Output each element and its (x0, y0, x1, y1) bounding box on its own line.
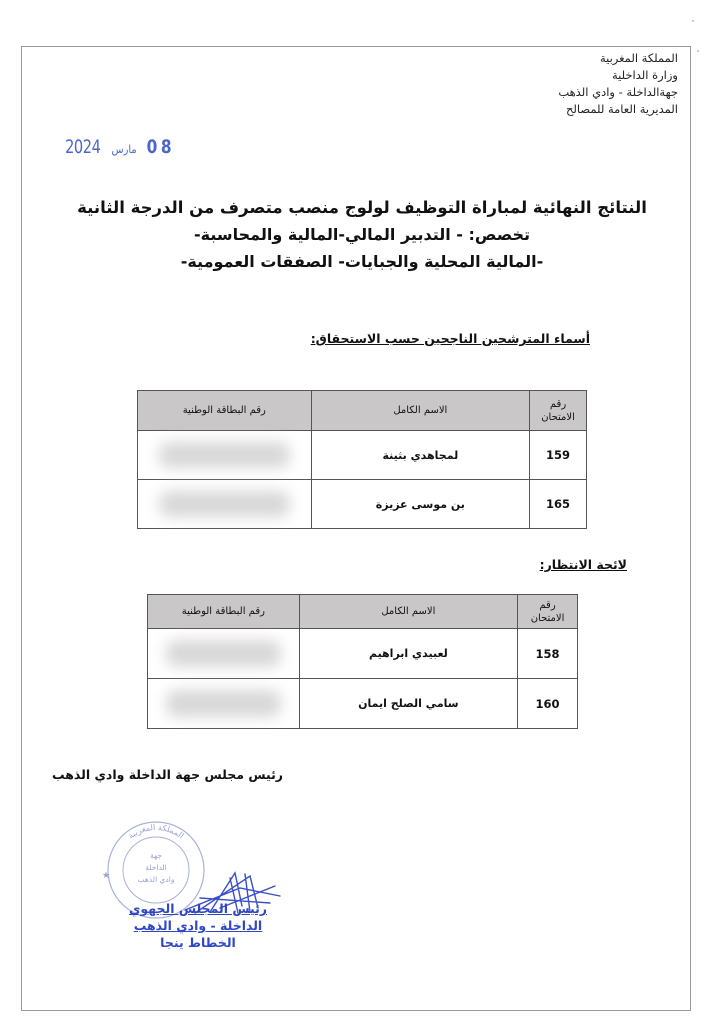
column-header-full-name: الاسم الكامل (311, 391, 529, 431)
successful-candidates-label: أسماء المترشحين الناجحين حسب الاستحقاق: (310, 331, 590, 346)
title-line-2: تخصص: - التدبير المالي-المالية والمحاسبة- (193, 225, 531, 244)
column-header-national-id: رقم البطاقة الوطنية (148, 595, 300, 629)
redaction-blur (166, 640, 281, 667)
signature-stamp-line-2: الداخلة - وادي الذهب (133, 918, 263, 933)
national-id-cell-redacted (148, 629, 300, 679)
letterhead-line-directorate: المديرية العامة للمصالح (565, 102, 678, 116)
table-header-row (138, 391, 587, 431)
table-row (148, 629, 578, 679)
title-line-1: النتائج النهائية لمباراة التوظيف لولوج منصب متصرف من الدرجة الثانية (77, 198, 647, 217)
full-name-cell: لعبيدي ابراهيم (299, 629, 517, 679)
national-id-cell-redacted (148, 679, 300, 729)
date-year: 2024 (65, 136, 101, 158)
column-header-exam-number-line2: الامتحان (530, 612, 565, 624)
full-name-cell: لمجاهدي بثينة (311, 431, 529, 480)
signature-stamp-line-3: الخطاط ينجا (160, 935, 236, 950)
seal-star-icon: ★ (102, 871, 111, 881)
redaction-blur (159, 442, 290, 469)
column-header-exam-number-line2: الامتحان (541, 411, 575, 423)
table-header-row (148, 595, 578, 629)
seal-center-line-1: جهة (149, 851, 163, 860)
column-header-exam-number (518, 595, 578, 629)
date-stamp (62, 136, 176, 158)
column-header-exam-number-line1: رقم (549, 398, 567, 410)
exam-number-cell: 165 (530, 480, 587, 529)
successful-candidates-table (137, 390, 587, 529)
date-month: مارس (111, 143, 137, 156)
seal-center-line-2: الداخلة (145, 863, 167, 872)
letterhead-line-ministry: وزارة الداخلية (611, 68, 678, 82)
table-row (148, 679, 578, 729)
column-header-exam-number-line1: رقم (539, 599, 556, 611)
letterhead-line-region: جهةالداخلة - وادي الذهب (558, 85, 678, 99)
table-row (138, 480, 587, 529)
redaction-blur (159, 491, 290, 518)
seal-center-line-3: وادي الذهب (137, 875, 175, 884)
letterhead-line-kingdom: المملكة المغربية (599, 51, 678, 65)
column-header-national-id: رقم البطاقة الوطنية (138, 391, 312, 431)
national-id-cell-redacted (138, 431, 312, 480)
redaction-blur (166, 690, 281, 717)
exam-number-cell: 159 (530, 431, 587, 480)
table-row (138, 431, 587, 480)
column-header-full-name: الاسم الكامل (299, 595, 517, 629)
signature-stamp-line-1: رئيس المجلس الجهوي (128, 901, 268, 916)
full-name-cell: سامي الصلح ايمان (299, 679, 517, 729)
letterhead (558, 50, 678, 118)
signature-stamp (108, 900, 288, 951)
national-id-cell-redacted (138, 480, 312, 529)
scan-speck (697, 50, 699, 52)
waiting-list-label: لائحة الانتظار: (539, 557, 627, 572)
seal-ring-text: المملكة المغربية (126, 822, 186, 841)
exam-number-cell: 160 (518, 679, 578, 729)
date-day: 08 (146, 136, 175, 158)
scan-speck (692, 20, 694, 22)
exam-number-cell: 158 (518, 629, 578, 679)
document-title (60, 194, 664, 275)
waiting-list-table (147, 594, 578, 729)
full-name-cell: بن موسى عزيزة (311, 480, 529, 529)
column-header-exam-number (530, 391, 587, 431)
signatory-title: رئيس مجلس جهة الداخلة وادي الذهب (52, 767, 283, 782)
title-line-3: -المالية المحلية والجبايات- الصفقات العمومية- (180, 252, 544, 271)
